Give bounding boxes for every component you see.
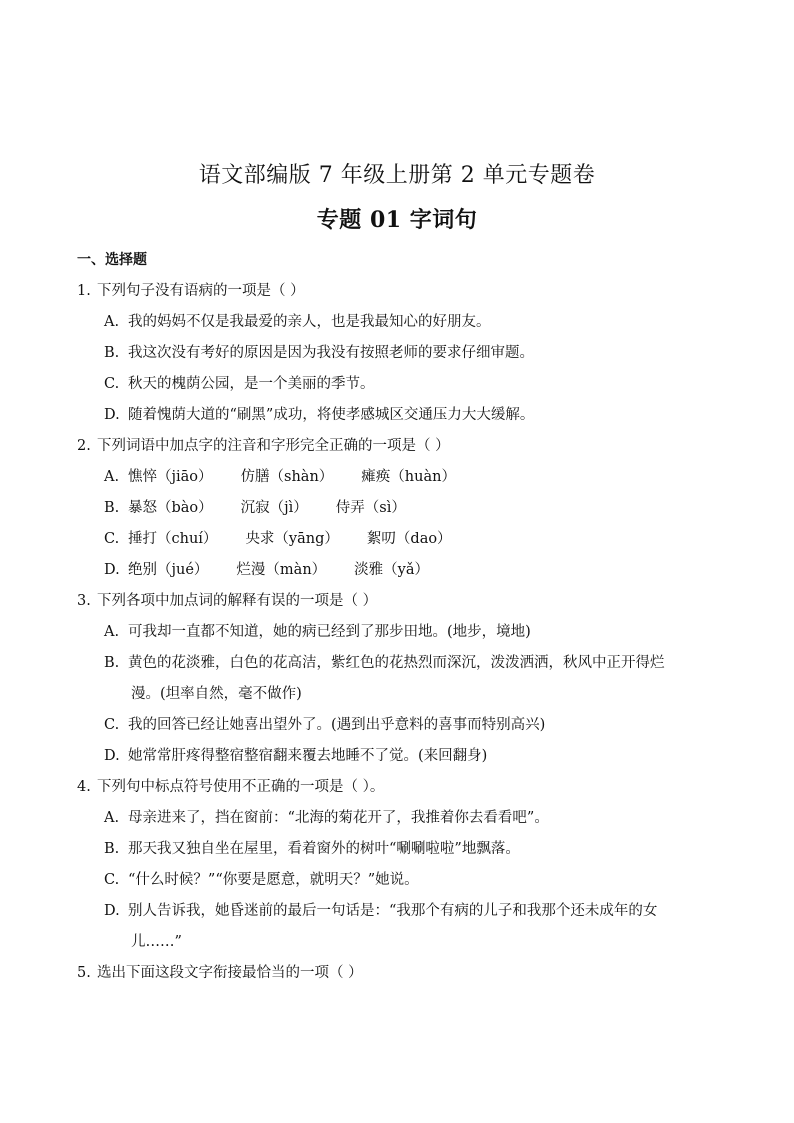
question-5 <box>77 963 363 983</box>
question-3-option-c <box>104 715 545 735</box>
option-text: “什么时候？”“你要是愿意，就明天？”她说。 <box>128 872 419 888</box>
question-4-option-d-continued: 儿……” <box>131 934 182 950</box>
question-text: 下列句子没有语病的一项是（ ） <box>97 283 305 299</box>
option-text: 我的妈妈不仅是我最爱的亲人，也是我最知心的好朋友。 <box>128 314 491 330</box>
option-label: B. <box>104 500 120 516</box>
section-heading: 一、选择题 <box>77 252 147 268</box>
question-2-option-a <box>104 467 456 487</box>
question-number: 4. <box>77 779 91 795</box>
question-2-option-c <box>104 529 452 549</box>
question-2-option-d <box>104 560 429 580</box>
question-1 <box>77 281 305 301</box>
option-label: D. <box>104 407 120 423</box>
question-text: 选出下面这段文字衔接最恰当的一项（ ） <box>97 965 363 981</box>
question-4-option-a <box>104 808 549 828</box>
option-text: 我的回答已经让她喜出望外了。(遇到出乎意料的喜事而特别高兴) <box>128 717 546 733</box>
question-1-option-a <box>104 312 491 332</box>
option-label: C. <box>104 872 120 888</box>
option-text: 黄色的花淡雅，白色的花高洁，紫红色的花热烈而深沉，泼泼洒洒，秋风中正开得烂 <box>128 655 665 671</box>
question-3 <box>77 591 377 611</box>
option-label: A. <box>104 624 120 640</box>
question-number: 5. <box>77 965 91 981</box>
question-3-option-b-continued: 漫。(坦率自然，毫不做作) <box>131 686 302 702</box>
question-text: 下列句中标点符号使用不正确的一项是（ ）。 <box>97 779 385 795</box>
question-2-option-b <box>104 498 406 518</box>
question-3-option-b <box>104 653 665 673</box>
option-label: D. <box>104 903 120 919</box>
option-item: 暴怒（bào） <box>128 500 213 516</box>
option-label: D. <box>104 748 120 764</box>
option-text: 母亲进来了，挡在窗前：“北海的菊花开了，我推着你去看看吧”。 <box>128 810 549 826</box>
option-text: 她常常肝疼得整宿整宿翻来覆去地睡不了觉。(来回翻身) <box>128 748 488 764</box>
question-3-option-a <box>104 622 531 642</box>
option-item: 淡雅（yǎ） <box>354 562 429 578</box>
page-title: 语文部编版 7 年级上册第 2 单元专题卷 <box>198 163 596 188</box>
option-text: 我这次没有考好的原因是因为我没有按照老师的要求仔细审题。 <box>128 345 534 361</box>
question-number: 3. <box>77 593 91 609</box>
option-label: A. <box>104 810 120 826</box>
option-label: A. <box>104 314 120 330</box>
option-label: C. <box>104 531 120 547</box>
page-subtitle: 专题 01 字词句 <box>316 207 478 233</box>
option-label: B. <box>104 841 120 857</box>
option-item: 絮叨（dao） <box>366 531 452 547</box>
option-text: 秋天的槐荫公园，是一个美丽的季节。 <box>128 376 375 392</box>
option-text: 别人告诉我，她昏迷前的最后一句话是：“我那个有病的儿子和我那个还未成年的女 <box>128 903 658 919</box>
option-item: 憔悴（jiāo） <box>128 469 213 485</box>
option-label: A. <box>104 469 120 485</box>
question-1-option-b <box>104 343 534 363</box>
option-item: 沉寂（jì） <box>240 500 308 516</box>
option-label: C. <box>104 376 120 392</box>
option-label: C. <box>104 717 120 733</box>
question-number: 2. <box>77 438 91 454</box>
question-4-option-b <box>104 839 520 859</box>
question-1-option-c <box>104 374 375 394</box>
option-item: 侍弄（sì） <box>335 500 406 516</box>
question-4-option-c <box>104 870 419 890</box>
option-item: 仿膳（shàn） <box>240 469 334 485</box>
option-text: 那天我又独自坐在屋里，看着窗外的树叶“唰唰啦啦”地飘落。 <box>128 841 520 857</box>
question-text: 下列词语中加点字的注音和字形完全正确的一项是（ ） <box>97 438 450 454</box>
question-4-option-d <box>104 901 657 921</box>
option-text: 可我却一直都不知道，她的病已经到了那步田地。(地步，境地) <box>128 624 531 640</box>
question-1-option-d <box>104 405 534 425</box>
option-item: 捶打（chuí） <box>128 531 218 547</box>
option-item: 瘫痪（huàn） <box>361 469 456 485</box>
option-item: 央求（yāng） <box>245 531 339 547</box>
option-item: 绝别（jué） <box>128 562 209 578</box>
option-item: 烂漫（màn） <box>236 562 327 578</box>
question-text: 下列各项中加点词的解释有误的一项是（ ） <box>97 593 378 609</box>
option-text: 随着愧荫大道的“刷黑”成功，将使孝感城区交通压力大大缓解。 <box>128 407 535 423</box>
question-number: 1. <box>77 283 91 299</box>
option-label: D. <box>104 562 120 578</box>
option-label: B. <box>104 345 120 361</box>
question-4 <box>77 777 384 797</box>
option-label: B. <box>104 655 120 671</box>
question-2 <box>77 436 450 456</box>
question-3-option-d <box>104 746 487 766</box>
